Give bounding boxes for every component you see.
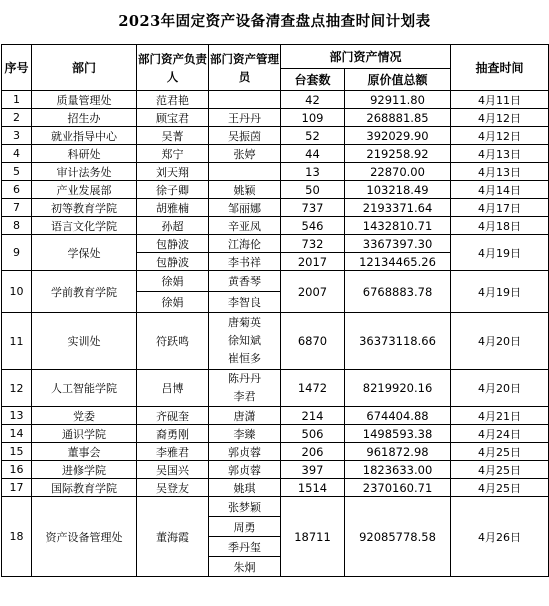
row-count: 1514: [281, 479, 345, 497]
row-manager: 崔恒多: [228, 352, 261, 365]
row-department: 初等教育学院: [32, 199, 137, 217]
table-row: [2, 425, 549, 443]
row-index: 7: [2, 199, 32, 217]
row-manager: 吴振茵: [209, 127, 281, 145]
row-department: 产业发展部: [32, 181, 137, 199]
row-responsible: 顾宝君: [137, 109, 209, 127]
row-manager-stack: [209, 313, 281, 370]
row-count: 42: [281, 91, 345, 109]
row-count: 50: [281, 181, 345, 199]
row-responsible: 齐砚奎: [137, 407, 209, 425]
row-department: 董事会: [32, 443, 137, 461]
schedule-table: [1, 44, 549, 577]
row-manager: 季丹玺: [209, 537, 281, 557]
row-date: 4月13日: [451, 145, 549, 163]
row-department: 进修学院: [32, 461, 137, 479]
row-count: 546: [281, 217, 345, 235]
row-value: 2193371.64: [345, 199, 451, 217]
row-value: 268881.85: [345, 109, 451, 127]
row-value: 674404.88: [345, 407, 451, 425]
row-department: 质量管理处: [32, 91, 137, 109]
row-department: 人工智能学院: [32, 370, 137, 407]
row-department: 就业指导中心: [32, 127, 137, 145]
table-row: [2, 127, 549, 145]
page-title: 2023年固定资产设备清查盘点抽查时间计划表: [118, 13, 431, 30]
row-department: 通识学院: [32, 425, 137, 443]
row-date: 4月12日: [451, 109, 549, 127]
row-responsible: 裔勇刚: [137, 425, 209, 443]
row-index: 6: [2, 181, 32, 199]
row-department: 语言文化学院: [32, 217, 137, 235]
row-responsible: 刘天翔: [137, 163, 209, 181]
row-value: 6768883.78: [345, 271, 451, 313]
header-department: 部门: [32, 45, 137, 91]
row-manager: 李君: [233, 390, 256, 403]
row-department: 党委: [32, 407, 137, 425]
row-manager: 郭贞蓉: [209, 461, 281, 479]
row-responsible: 郑宁: [137, 145, 209, 163]
row-department: 实训处: [32, 313, 137, 370]
row-manager: 张婷: [209, 145, 281, 163]
row-count: 6870: [281, 313, 345, 370]
table-row: [2, 479, 549, 497]
row-value: 219258.92: [345, 145, 451, 163]
row-manager: 徐知斌: [228, 334, 261, 347]
row-index: 13: [2, 407, 32, 425]
row-responsible: 包静波: [137, 235, 209, 253]
row-date: 4月13日: [451, 163, 549, 181]
row-manager: 唐菊英: [228, 316, 261, 329]
row-responsible: 吴登友: [137, 479, 209, 497]
row-manager: 唐潇: [209, 407, 281, 425]
row-value: 1432810.71: [345, 217, 451, 235]
row-responsible: 李雅君: [137, 443, 209, 461]
row-value: 392029.90: [345, 127, 451, 145]
row-date: 4月26日: [451, 497, 549, 577]
header-check-time: 抽查时间: [451, 45, 549, 91]
row-date: 4月14日: [451, 181, 549, 199]
row-count: 206: [281, 443, 345, 461]
row-count: 506: [281, 425, 345, 443]
row-value: 3367397.30: [345, 235, 451, 253]
row-index: 16: [2, 461, 32, 479]
row-manager: 王丹丹: [209, 109, 281, 127]
row-count: 397: [281, 461, 345, 479]
table-row: [2, 407, 549, 425]
table-row: [2, 199, 549, 217]
row-index: 12: [2, 370, 32, 407]
table-row: [2, 313, 549, 370]
row-count: 44: [281, 145, 345, 163]
row-count: 18711: [281, 497, 345, 577]
row-index: 4: [2, 145, 32, 163]
header-row: [2, 45, 549, 69]
row-date: 4月19日: [451, 235, 549, 271]
table-row: [2, 181, 549, 199]
row-date: 4月20日: [451, 370, 549, 407]
row-index: 15: [2, 443, 32, 461]
row-count: 732: [281, 235, 345, 253]
row-value: 92911.80: [345, 91, 451, 109]
row-value: 961872.98: [345, 443, 451, 461]
row-date: 4月17日: [451, 199, 549, 217]
row-manager: [209, 91, 281, 109]
table-row: [2, 370, 549, 407]
row-value: 8219920.16: [345, 370, 451, 407]
table-row: [2, 163, 549, 181]
row-date: 4月20日: [451, 313, 549, 370]
row-responsible: 吴国兴: [137, 461, 209, 479]
row-count: 2007: [281, 271, 345, 313]
row-count: 109: [281, 109, 345, 127]
row-department: 国际教育学院: [32, 479, 137, 497]
row-manager: 江海伦: [209, 235, 281, 253]
row-date: 4月18日: [451, 217, 549, 235]
row-date: 4月19日: [451, 271, 549, 313]
row-date: 4月21日: [451, 407, 549, 425]
row-manager: 周勇: [209, 517, 281, 537]
header-index: 序号: [2, 45, 32, 91]
header-manager: 部门资产管理员: [209, 45, 281, 91]
row-count: 13: [281, 163, 345, 181]
row-responsible: 吴菁: [137, 127, 209, 145]
row-responsible: 吕博: [137, 370, 209, 407]
row-index: 2: [2, 109, 32, 127]
row-department: 审计法务处: [32, 163, 137, 181]
row-index: 17: [2, 479, 32, 497]
table-row: [2, 497, 549, 517]
row-value: 12134465.26: [345, 253, 451, 271]
row-responsible: 徐娟: [137, 271, 209, 292]
row-manager: 李智良: [209, 292, 281, 313]
header-count: 台套数: [281, 69, 345, 91]
row-department: 招生办: [32, 109, 137, 127]
row-responsible: 范君艳: [137, 91, 209, 109]
table-row: [2, 145, 549, 163]
table-row: [2, 109, 549, 127]
row-value: 103218.49: [345, 181, 451, 199]
row-date: 4月12日: [451, 127, 549, 145]
table-row: [2, 271, 549, 292]
header-responsible: 部门资产负责人: [137, 45, 209, 91]
row-date: 4月25日: [451, 443, 549, 461]
row-index: 1: [2, 91, 32, 109]
row-value: 36373118.66: [345, 313, 451, 370]
row-manager: 辛亚凤: [209, 217, 281, 235]
row-index: 14: [2, 425, 32, 443]
row-value: 22870.00: [345, 163, 451, 181]
row-responsible: 包静波: [137, 253, 209, 271]
row-manager: 邹丽娜: [209, 199, 281, 217]
row-value: 2370160.71: [345, 479, 451, 497]
row-manager: 姚颖: [209, 181, 281, 199]
row-value: 92085778.58: [345, 497, 451, 577]
row-responsible: 胡雅楠: [137, 199, 209, 217]
header-value: 原价值总额: [345, 69, 451, 91]
table-row: [2, 217, 549, 235]
row-responsible: 孙超: [137, 217, 209, 235]
row-value: 1498593.38: [345, 425, 451, 443]
row-manager: 姚琪: [209, 479, 281, 497]
row-index: 10: [2, 271, 32, 313]
row-manager: 郭贞蓉: [209, 443, 281, 461]
row-manager: [209, 163, 281, 181]
row-manager: 张梦颖: [209, 497, 281, 517]
row-manager: 朱炯: [209, 557, 281, 577]
row-count: 1472: [281, 370, 345, 407]
table-row: [2, 91, 549, 109]
row-count: 2017: [281, 253, 345, 271]
table-row: [2, 461, 549, 479]
row-index: 8: [2, 217, 32, 235]
row-index: 3: [2, 127, 32, 145]
row-responsible: 符跃鸣: [137, 313, 209, 370]
row-department: 资产设备管理处: [32, 497, 137, 577]
row-department: 学保处: [32, 235, 137, 271]
table-row: [2, 443, 549, 461]
row-count: 52: [281, 127, 345, 145]
row-count: 214: [281, 407, 345, 425]
row-date: 4月24日: [451, 425, 549, 443]
row-index: 18: [2, 497, 32, 577]
row-date: 4月25日: [451, 461, 549, 479]
row-department: 科研处: [32, 145, 137, 163]
row-date: 4月25日: [451, 479, 549, 497]
row-index: 11: [2, 313, 32, 370]
row-responsible: 徐娟: [137, 292, 209, 313]
row-manager: 陈丹丹: [228, 372, 261, 385]
row-responsible: 董海霞: [137, 497, 209, 577]
table-row: [2, 235, 549, 253]
row-index: 5: [2, 163, 32, 181]
row-index: 9: [2, 235, 32, 271]
row-value: 1823633.00: [345, 461, 451, 479]
row-count: 737: [281, 199, 345, 217]
row-responsible: 徐子卿: [137, 181, 209, 199]
row-manager: 李书祥: [209, 253, 281, 271]
header-assets-group: 部门资产情况: [281, 45, 451, 69]
row-manager: 黄香琴: [209, 271, 281, 292]
row-department: 学前教育学院: [32, 271, 137, 313]
row-manager-stack: [209, 370, 281, 407]
row-date: 4月11日: [451, 91, 549, 109]
row-manager: 李臻: [209, 425, 281, 443]
